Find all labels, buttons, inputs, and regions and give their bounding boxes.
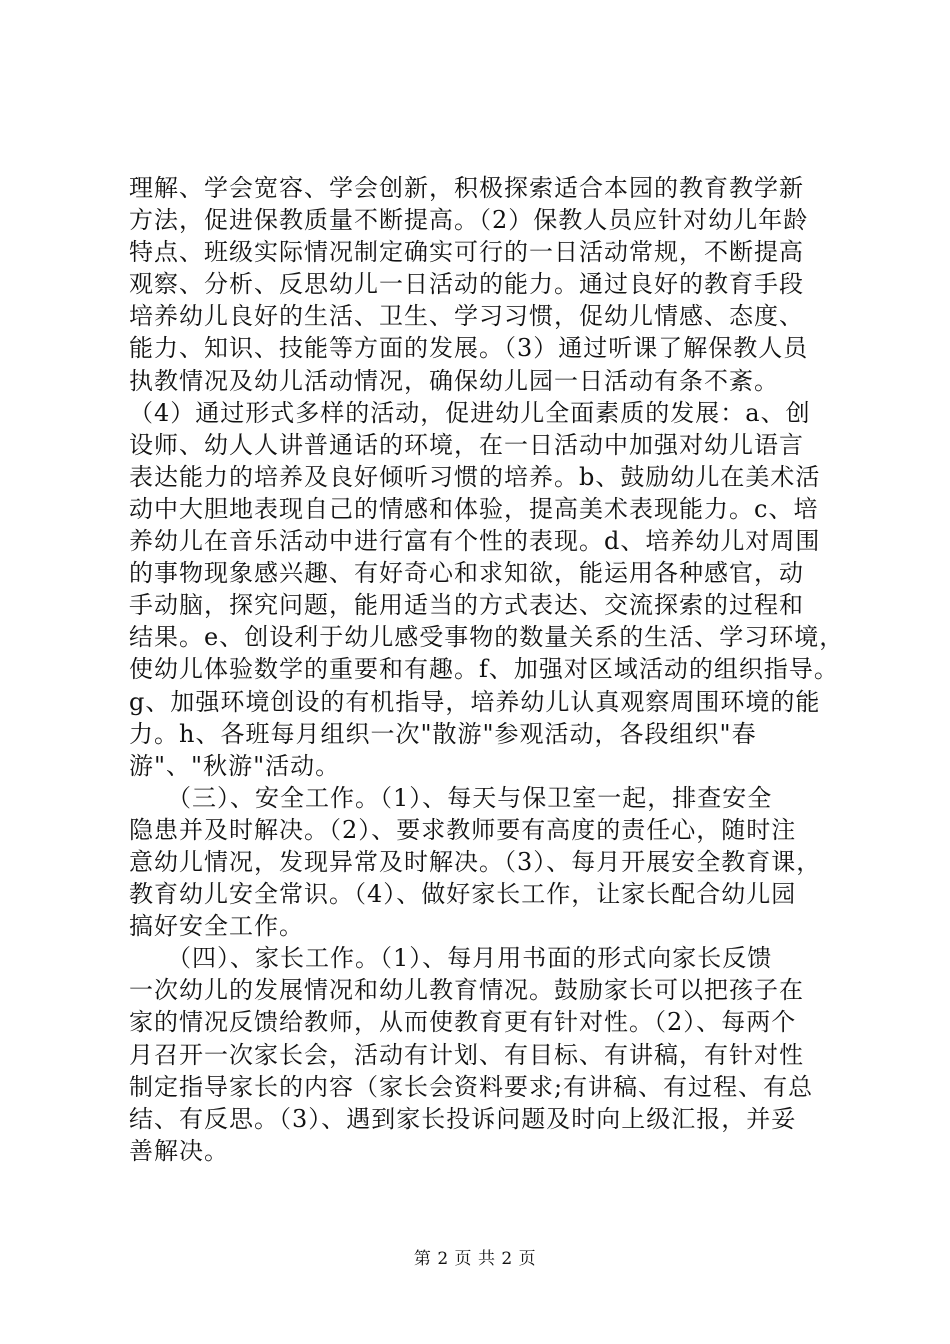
text-line: （4）通过形式多样的活动，促进幼儿全面素质的发展：a、创 <box>129 398 811 427</box>
text-line: 方法，促进保教质量不断提高。（2）保教人员应针对幼儿年龄 <box>129 206 809 235</box>
text-line: 特点、班级实际情况制定确实可行的一日活动常规，不断提高 <box>129 238 804 267</box>
text-line: 表达能力的培养及良好倾听习惯的培养。b、鼓励幼儿在美术活 <box>129 462 821 491</box>
text-line: 设师、幼人人讲普通话的环境，在一日活动中加强对幼儿语言 <box>129 430 804 459</box>
text-line: 月召开一次家长会，活动有计划、有目标、有讲稿，有针对性 <box>129 1040 804 1069</box>
text-line: 手动脑，探究问题，能用适当的方式表达、交流探索的过程和 <box>129 591 804 620</box>
text-line: 家的情况反馈给教师，从而使教育更有针对性。（2）、每两个 <box>129 1008 797 1037</box>
text-line: 制定指导家长的内容（家长会资料要求;有讲稿、有过程、有总 <box>129 1072 814 1101</box>
text-line: 养幼儿在音乐活动中进行富有个性的表现。d、培养幼儿对周围 <box>129 527 821 556</box>
text-line: 一次幼儿的发展情况和幼儿教育情况。鼓励家长可以把孩子在 <box>129 976 804 1005</box>
text-line: g、加强环境创设的有机指导，培养幼儿认真观察周围环境的能 <box>129 687 821 716</box>
text-line: 观察、分析、反思幼儿一日活动的能力。通过良好的教育手段 <box>129 270 804 299</box>
text-line: 隐患并及时解决。（2）、要求教师要有高度的责任心，随时注 <box>129 815 797 844</box>
text-line: 力。h、各班每月组织一次"散游"参观活动，各段组织"春 <box>129 719 757 748</box>
text-line: 教育幼儿安全常识。（4）、做好家长工作，让家长配合幼儿园 <box>129 880 797 909</box>
text-line: 善解决。 <box>129 1136 229 1165</box>
text-line: 培养幼儿良好的生活、卫生、学习习惯，促幼儿情感、态度、 <box>129 302 804 331</box>
text-line: 执教情况及幼儿活动情况，确保幼儿园一日活动有条不紊。 <box>129 366 779 395</box>
text-line: （四）、家长工作。（1）、每月用书面的形式向家长反馈 <box>129 944 773 973</box>
text-line: （三）、安全工作。（1）、每天与保卫室一起，排查安全 <box>129 783 773 812</box>
text-line: 使幼儿体验数学的重要和有趣。f、加强对区域活动的组织指导。 <box>129 655 839 684</box>
text-line: 结、有反思。（3）、遇到家长投诉问题及时向上级汇报，并妥 <box>129 1104 797 1133</box>
text-line: 游"、"秋游"活动。 <box>129 751 341 780</box>
page-footer: 第 2 页 共 2 页 <box>413 1249 537 1269</box>
text-line: 结果。e、创设利于幼儿感受事物的数量关系的生活、学习环境， <box>129 623 845 652</box>
text-line: 动中大胆地表现自己的情感和体验，提高美术表现能力。c、培 <box>129 494 819 523</box>
text-line: 搞好安全工作。 <box>129 912 304 941</box>
body-text <box>129 172 859 1167</box>
text-line: 理解、学会宽容、学会创新，积极探索适合本园的教育教学新 <box>129 174 804 202</box>
text-line: 能力、知识、技能等方面的发展。（3）通过听课了解保教人员 <box>129 334 809 363</box>
text-line: 意幼儿情况，发现异常及时解决。（3）、每月开展安全教育课， <box>129 847 822 876</box>
text-line: 的事物现象感兴趣、有好奇心和求知欲，能运用各种感官，动 <box>129 559 804 588</box>
